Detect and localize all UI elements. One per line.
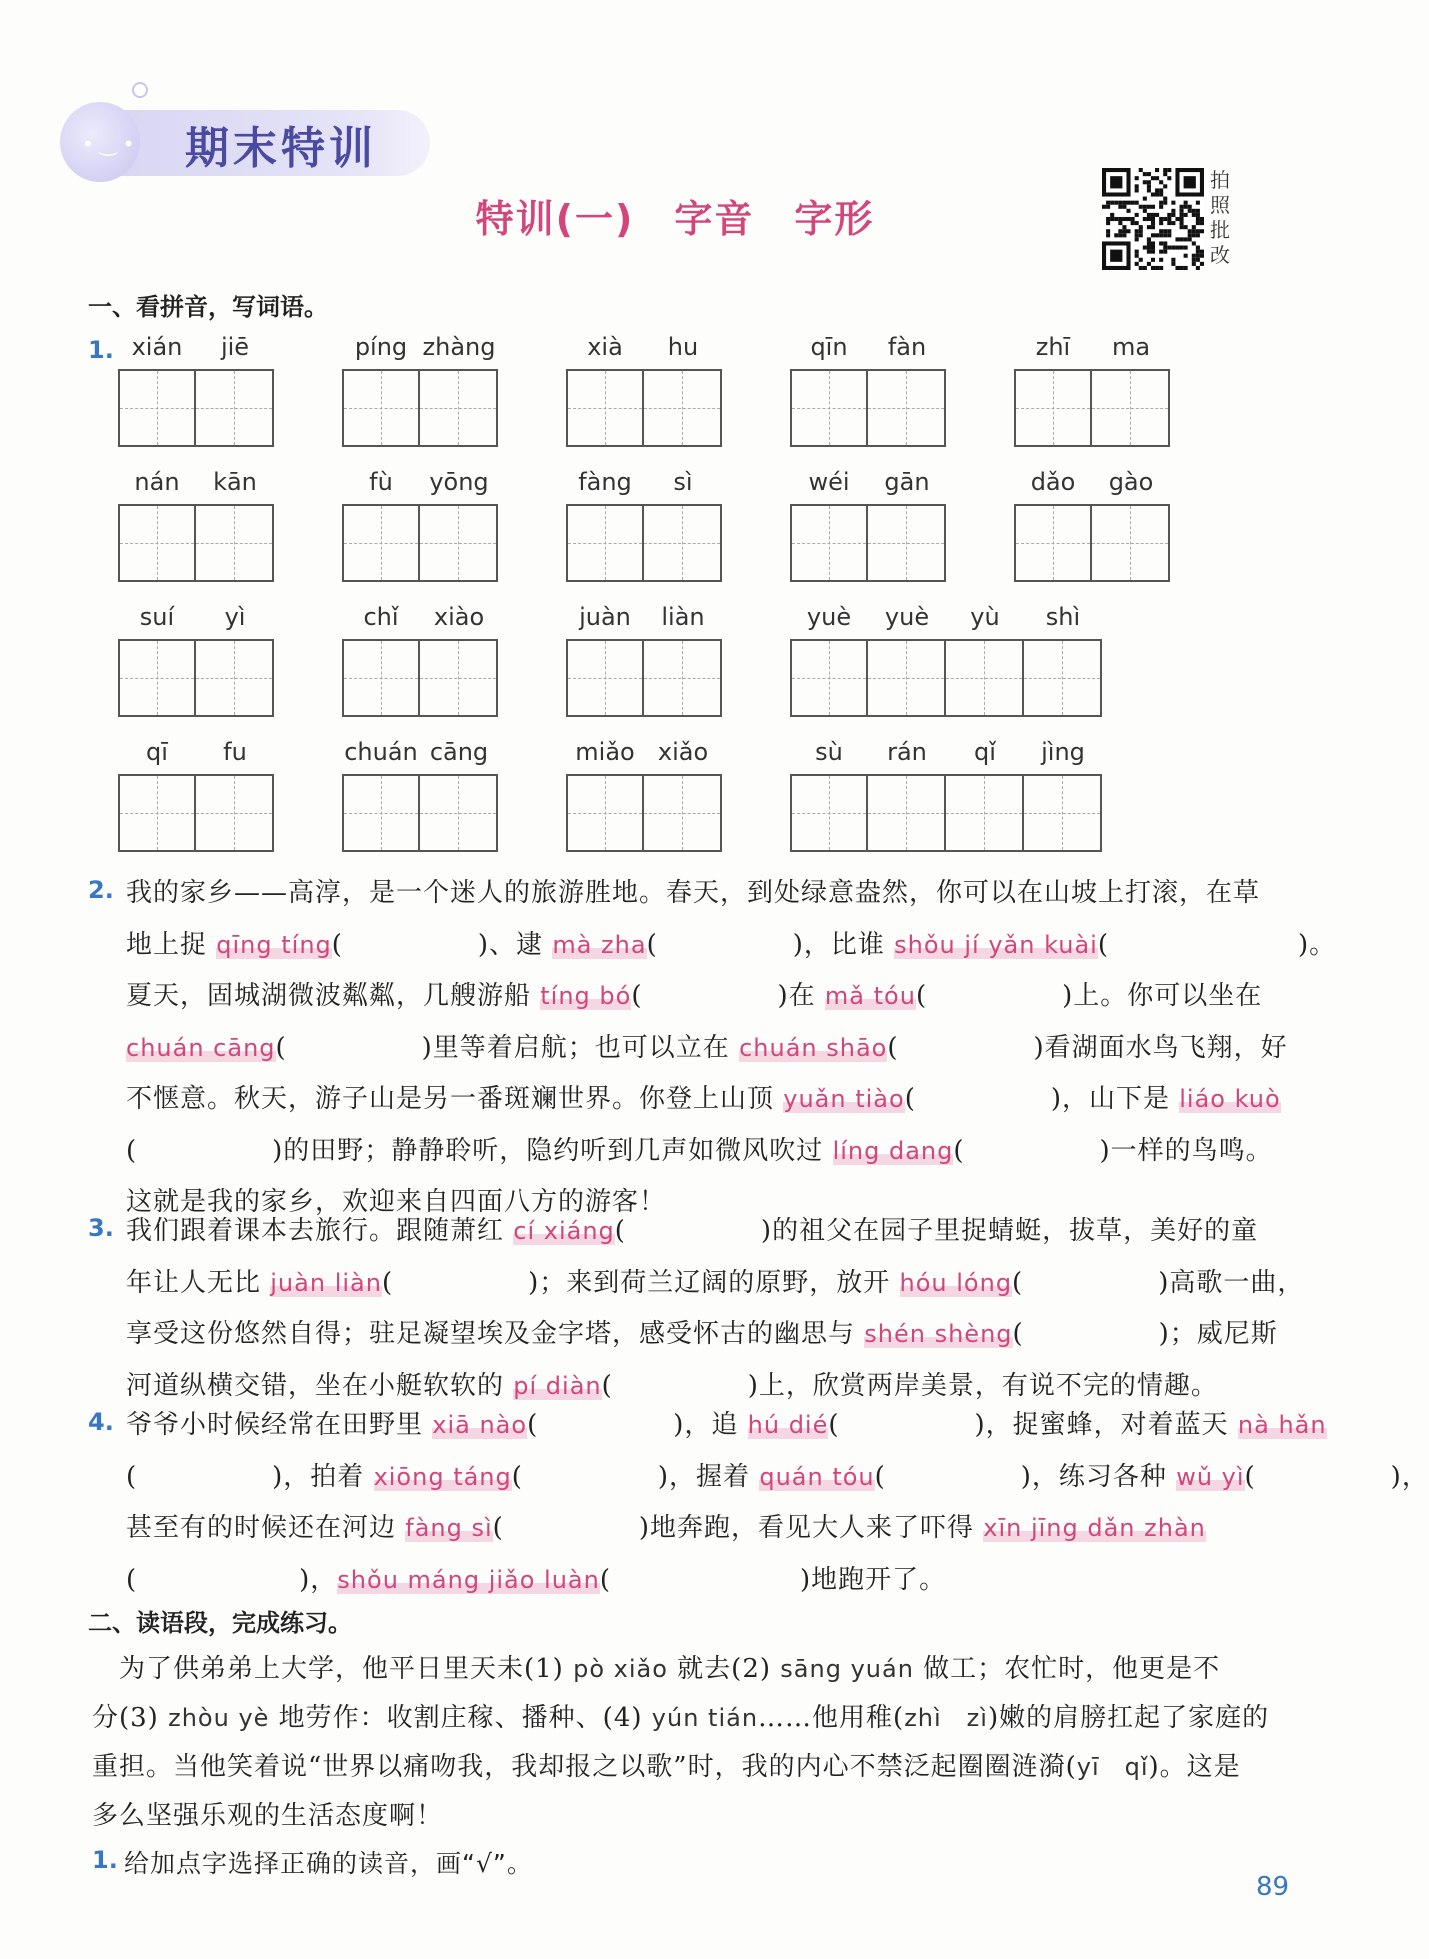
text-segment: ( )看湖面水鸟飞翔，好 [887, 1032, 1288, 1063]
pinyin-syllable: juàn [579, 603, 631, 631]
text-line [126, 924, 1336, 961]
text-segment: 做工；农忙时，他更是不 [913, 1654, 1221, 1684]
writing-item [566, 603, 724, 725]
pinyin-inline: yún tián [651, 1704, 759, 1732]
writing-item [566, 738, 724, 860]
pinyin-prompt: shǒu máng jiǎo luàn [337, 1565, 600, 1594]
text-segment: ( )、逮 [331, 929, 553, 960]
text-line [126, 1210, 1258, 1247]
writing-item [790, 603, 1104, 725]
text-line [92, 1795, 443, 1832]
writing-item [1014, 333, 1172, 455]
text-line [126, 1027, 1288, 1064]
text-line [126, 1507, 1206, 1544]
writing-cell[interactable] [118, 504, 196, 582]
pinyin-syllable: zhī [1035, 333, 1071, 361]
qr-code-icon[interactable] [1102, 168, 1204, 270]
text-segment: )。这是 [1148, 1752, 1241, 1782]
pinyin-syllable: miǎo [575, 738, 635, 766]
text-segment: ( )上，欣赏两岸美景，有说不完的情趣。 [601, 1370, 1218, 1401]
pinyin-syllable: yì [224, 603, 246, 631]
writing-cell[interactable] [196, 639, 274, 717]
qr-caption-char: 照 [1210, 193, 1230, 217]
writing-cell[interactable] [868, 369, 946, 447]
text-segment: ……他用稚( [758, 1703, 905, 1733]
pinyin-prompt: pí diàn [513, 1371, 602, 1400]
writing-cell[interactable] [342, 369, 420, 447]
writing-cell[interactable] [1024, 639, 1102, 717]
section2-question1-number: 1. [92, 1846, 118, 1874]
text-segment: ( )地跑开了。 [599, 1564, 947, 1595]
text-segment: ( )，捉蜜蜂，对着蓝天 [828, 1410, 1238, 1440]
text-segment: 享受这份悠然自得；驻足凝望埃及金字塔，感受怀古的幽思与 [126, 1319, 865, 1349]
writing-cell[interactable] [566, 504, 644, 582]
text-segment: )嫩的肩膀扛起了家庭的 [987, 1703, 1270, 1733]
pinyin-prompt: tíng bó [540, 982, 632, 1010]
pinyin-prompt: hú dié [747, 1411, 829, 1439]
section1-heading: 一、看拼音，写词语。 [88, 293, 328, 321]
mascot-face-icon: • ‿ • [82, 132, 135, 156]
writing-cell[interactable] [118, 639, 196, 717]
writing-cell[interactable] [790, 774, 868, 852]
text-segment: ( )一样的鸟鸣。 [953, 1135, 1273, 1166]
pinyin-syllable: zhàng [422, 333, 496, 361]
text-segment: 我们跟着课本去旅行。跟随萧红 [126, 1216, 514, 1246]
text-line [126, 1262, 1304, 1299]
pinyin-syllable: cāng [429, 738, 489, 766]
pinyin-prompt: hóu lóng [899, 1268, 1013, 1297]
page-subtitle: 特训(一) 字音 字形 [475, 197, 875, 241]
pinyin-syllable: kān [213, 468, 257, 496]
pinyin-syllable: yuè [806, 603, 852, 631]
question1-number: 1. [88, 336, 114, 364]
pinyin-syllable: suí [139, 603, 175, 631]
writing-cell[interactable] [196, 504, 274, 582]
tianzige-row [118, 369, 274, 447]
writing-item [342, 333, 500, 455]
writing-cell[interactable] [790, 504, 868, 582]
tianzige-row [790, 774, 1102, 852]
tianzige-row [118, 504, 274, 582]
pinyin-inline: zhì zì [904, 1704, 988, 1732]
pinyin-prompt: quán tóu [759, 1462, 875, 1491]
tianzige-row [566, 774, 722, 852]
section2-heading: 二、读语段，完成练习。 [88, 1609, 352, 1637]
pinyin-syllable: shì [1045, 603, 1081, 631]
question2-number: 2. [88, 876, 114, 904]
text-segment: ( )， [1244, 1461, 1429, 1492]
tianzige-row [342, 639, 498, 717]
writing-cell[interactable] [196, 369, 274, 447]
text-segment: ( )地奔跑，看见大人来了吓得 [492, 1513, 984, 1543]
tianzige-row [566, 639, 722, 717]
writing-cell[interactable] [342, 639, 420, 717]
text-segment: ( )，追 [527, 1410, 748, 1440]
text-segment: ( )；威尼斯 [1012, 1319, 1278, 1349]
text-segment: 就去(2) [667, 1654, 781, 1684]
tianzige-row [790, 504, 946, 582]
text-segment: 甚至有的时候还在河边 [126, 1513, 406, 1543]
writing-item [118, 333, 276, 455]
pinyin-syllable: liàn [661, 603, 705, 631]
pinyin-syllable: fàn [887, 333, 927, 361]
tianzige-row [790, 639, 1102, 717]
pinyin-syllable: qī [146, 738, 168, 766]
mascot-antenna-icon [132, 82, 148, 98]
writing-item [118, 603, 276, 725]
pinyin-syllable: sù [815, 738, 843, 766]
tianzige-row [342, 369, 498, 447]
writing-cell[interactable] [946, 639, 1024, 717]
writing-item [790, 333, 948, 455]
tianzige-row [566, 504, 722, 582]
pinyin-prompt: xiā nào [432, 1411, 528, 1439]
pinyin-prompt: xiōng táng [373, 1462, 512, 1491]
text-segment: 地劳作：收割庄稼、播种、(4) [269, 1703, 652, 1733]
section2-question1-text: 给加点字选择正确的读音，画“√”。 [124, 1849, 533, 1878]
qr-caption [1210, 168, 1234, 268]
pinyin-syllable: sì [673, 468, 693, 496]
pinyin-syllable: xià [587, 333, 623, 361]
writing-cell[interactable] [1092, 504, 1170, 582]
pinyin-syllable: chuán [344, 738, 418, 766]
writing-cell[interactable] [1014, 504, 1092, 582]
writing-cell[interactable] [644, 639, 722, 717]
page-number: 89 [1256, 1872, 1290, 1902]
pinyin-prompt: shǒu jí yǎn kuài [894, 930, 1098, 959]
pinyin-inline: pò xiǎo [573, 1655, 668, 1683]
pinyin-syllable: xián [131, 333, 183, 361]
qr-caption-char: 批 [1210, 218, 1230, 242]
writing-cell[interactable] [566, 774, 644, 852]
pinyin-inline: zhòu yè [168, 1704, 270, 1732]
writing-cell[interactable] [868, 774, 946, 852]
text-line [126, 975, 1262, 1012]
text-segment: 这就是我的家乡，欢迎来自四面八方的游客！ [126, 1187, 667, 1217]
text-line [92, 1697, 1269, 1734]
question4-number: 4. [88, 1408, 114, 1436]
pinyin-syllable: hu [667, 333, 699, 361]
text-segment: 年让人无比 [126, 1267, 271, 1298]
writing-cell[interactable] [342, 774, 420, 852]
writing-cell[interactable] [1092, 369, 1170, 447]
pinyin-prompt: fàng sì [405, 1514, 493, 1542]
writing-cell[interactable] [342, 504, 420, 582]
text-segment: 不惬意。秋天，游子山是另一番斑斓世界。你登上山顶 [126, 1084, 784, 1114]
text-segment: ( )在 [631, 981, 825, 1011]
banner-title: 期末特训 [185, 123, 377, 174]
writing-cell[interactable] [420, 369, 498, 447]
pinyin-syllable: gān [884, 468, 930, 496]
text-line [126, 1456, 1429, 1493]
text-segment: ( )，握着 [511, 1461, 760, 1492]
writing-cell[interactable] [420, 639, 498, 717]
writing-cell[interactable] [868, 639, 946, 717]
writing-item [1014, 468, 1172, 590]
text-segment: 地上捉 [126, 929, 217, 960]
writing-item [790, 738, 1104, 860]
pinyin-syllable: jìng [1041, 738, 1085, 766]
pinyin-syllable: fàng [578, 468, 632, 496]
pinyin-syllable: yuè [884, 603, 930, 631]
pinyin-prompt: chuán cāng [126, 1033, 276, 1062]
tianzige-row [118, 774, 274, 852]
text-segment: ( )，练习各种 [874, 1461, 1177, 1492]
pinyin-syllable: rán [887, 738, 927, 766]
text-line [126, 1130, 1273, 1167]
text-line [126, 1404, 1327, 1441]
writing-cell[interactable] [1024, 774, 1102, 852]
text-line [92, 1648, 1220, 1685]
pinyin-syllable: qǐ [974, 738, 996, 766]
tianzige-row [1014, 504, 1170, 582]
text-segment: 重担。当他笑着说“世界以痛吻我，我却报之以歌”时，我的内心不禁泛起圈圈涟漪( [92, 1752, 1077, 1782]
writing-cell[interactable] [118, 369, 196, 447]
text-segment: ( )里等着启航；也可以立在 [275, 1032, 740, 1063]
writing-item [118, 468, 276, 590]
text-segment: ( )；来到荷兰辽阔的原野，放开 [381, 1267, 900, 1298]
pinyin-prompt: mǎ tóu [824, 982, 916, 1010]
pinyin-prompt: liáo kuò [1179, 1085, 1281, 1113]
pinyin-syllable: wéi [808, 468, 850, 496]
writing-cell[interactable] [420, 504, 498, 582]
pinyin-prompt: qīng tíng [216, 930, 332, 959]
question3-number: 3. [88, 1214, 114, 1242]
writing-cell[interactable] [868, 504, 946, 582]
pinyin-prompt: mà zha [552, 930, 647, 959]
text-segment: 河道纵横交错，坐在小艇软软的 [126, 1370, 514, 1401]
pinyin-syllable: xiào [433, 603, 485, 631]
tianzige-row [790, 369, 946, 447]
pinyin-syllable: píng [354, 333, 408, 361]
text-line [126, 872, 1260, 909]
pinyin-prompt: cí xiáng [513, 1217, 615, 1245]
writing-cell[interactable] [118, 774, 196, 852]
text-segment: 夏天，固城湖微波粼粼，几艘游船 [126, 981, 541, 1011]
writing-cell[interactable] [566, 639, 644, 717]
writing-cell[interactable] [566, 369, 644, 447]
text-segment: ( )的祖父在园子里捉蜻蜓，拔草，美好的童 [614, 1216, 1259, 1246]
pinyin-syllable: yōng [429, 468, 489, 496]
text-segment: ( )，拍着 [126, 1461, 374, 1492]
text-segment: ( )，山下是 [904, 1084, 1180, 1114]
pinyin-prompt: líng dang [832, 1136, 954, 1165]
writing-cell[interactable] [420, 774, 498, 852]
writing-item [342, 738, 500, 860]
text-segment: 多么坚强乐观的生活态度啊！ [92, 1801, 444, 1831]
writing-cell[interactable] [644, 504, 722, 582]
pinyin-prompt: xīn jīng dǎn zhàn [983, 1514, 1206, 1542]
pinyin-syllable: fu [223, 738, 247, 766]
qr-caption-char: 改 [1210, 243, 1230, 267]
text-segment: 为了供弟弟上大学，他平日里天未(1) [92, 1654, 574, 1684]
writing-cell[interactable] [1014, 369, 1092, 447]
tianzige-row [342, 504, 498, 582]
writing-item [566, 468, 724, 590]
pinyin-prompt: wǔ yì [1176, 1462, 1245, 1491]
text-segment: ( )上。你可以坐在 [915, 981, 1263, 1011]
text-line [126, 1078, 1281, 1115]
text-segment: ( )，比谁 [646, 929, 895, 960]
text-line [92, 1746, 1241, 1783]
writing-cell[interactable] [790, 369, 868, 447]
pinyin-prompt: nà hǎn [1237, 1411, 1327, 1439]
pinyin-prompt: chuán shāo [739, 1033, 888, 1062]
pinyin-prompt: shén shèng [864, 1320, 1013, 1348]
text-segment: ( )， [126, 1564, 338, 1595]
tianzige-row [118, 639, 274, 717]
writing-item [342, 468, 500, 590]
tianzige-row [342, 774, 498, 852]
writing-cell[interactable] [790, 639, 868, 717]
writing-item [790, 468, 948, 590]
writing-cell[interactable] [946, 774, 1024, 852]
pinyin-syllable: nán [134, 468, 180, 496]
text-segment: ( )高歌一曲， [1012, 1267, 1305, 1298]
writing-item [118, 738, 276, 860]
pinyin-syllable: ma [1111, 333, 1151, 361]
text-line [126, 1365, 1218, 1402]
pinyin-prompt: yuǎn tiào [783, 1085, 905, 1113]
tianzige-row [566, 369, 722, 447]
pinyin-syllable: jiē [220, 333, 250, 361]
text-segment: ( )。 [1097, 929, 1337, 960]
pinyin-prompt: juàn liàn [270, 1268, 382, 1297]
qr-caption-char: 拍 [1210, 168, 1230, 192]
pinyin-syllable: xiǎo [657, 738, 709, 766]
tianzige-row [1014, 369, 1170, 447]
pinyin-inline: sāng yuán [780, 1655, 914, 1683]
text-segment: 爷爷小时候经常在田野里 [126, 1410, 433, 1440]
pinyin-syllable: dǎo [1030, 468, 1076, 496]
pinyin-syllable: gào [1108, 468, 1154, 496]
pinyin-syllable: qīn [810, 333, 848, 361]
text-line [126, 1313, 1278, 1350]
writing-item [342, 603, 500, 725]
pinyin-syllable: yù [970, 603, 1000, 631]
writing-item [566, 333, 724, 455]
pinyin-syllable: chǐ [363, 603, 399, 631]
text-segment: 我的家乡——高淳，是一个迷人的旅游胜地。春天，到处绿意盎然，你可以在山坡上打滚，在草 [126, 878, 1261, 908]
text-segment: 分(3) [92, 1703, 169, 1733]
writing-cell[interactable] [196, 774, 274, 852]
pinyin-inline: yī qǐ [1076, 1753, 1149, 1781]
writing-cell[interactable] [644, 369, 722, 447]
section-banner [60, 102, 435, 180]
text-line [126, 1559, 946, 1596]
writing-cell[interactable] [644, 774, 722, 852]
pinyin-syllable: fù [369, 468, 393, 496]
text-segment: ( )的田野；静静聆听，隐约听到几声如微风吹过 [126, 1135, 833, 1166]
